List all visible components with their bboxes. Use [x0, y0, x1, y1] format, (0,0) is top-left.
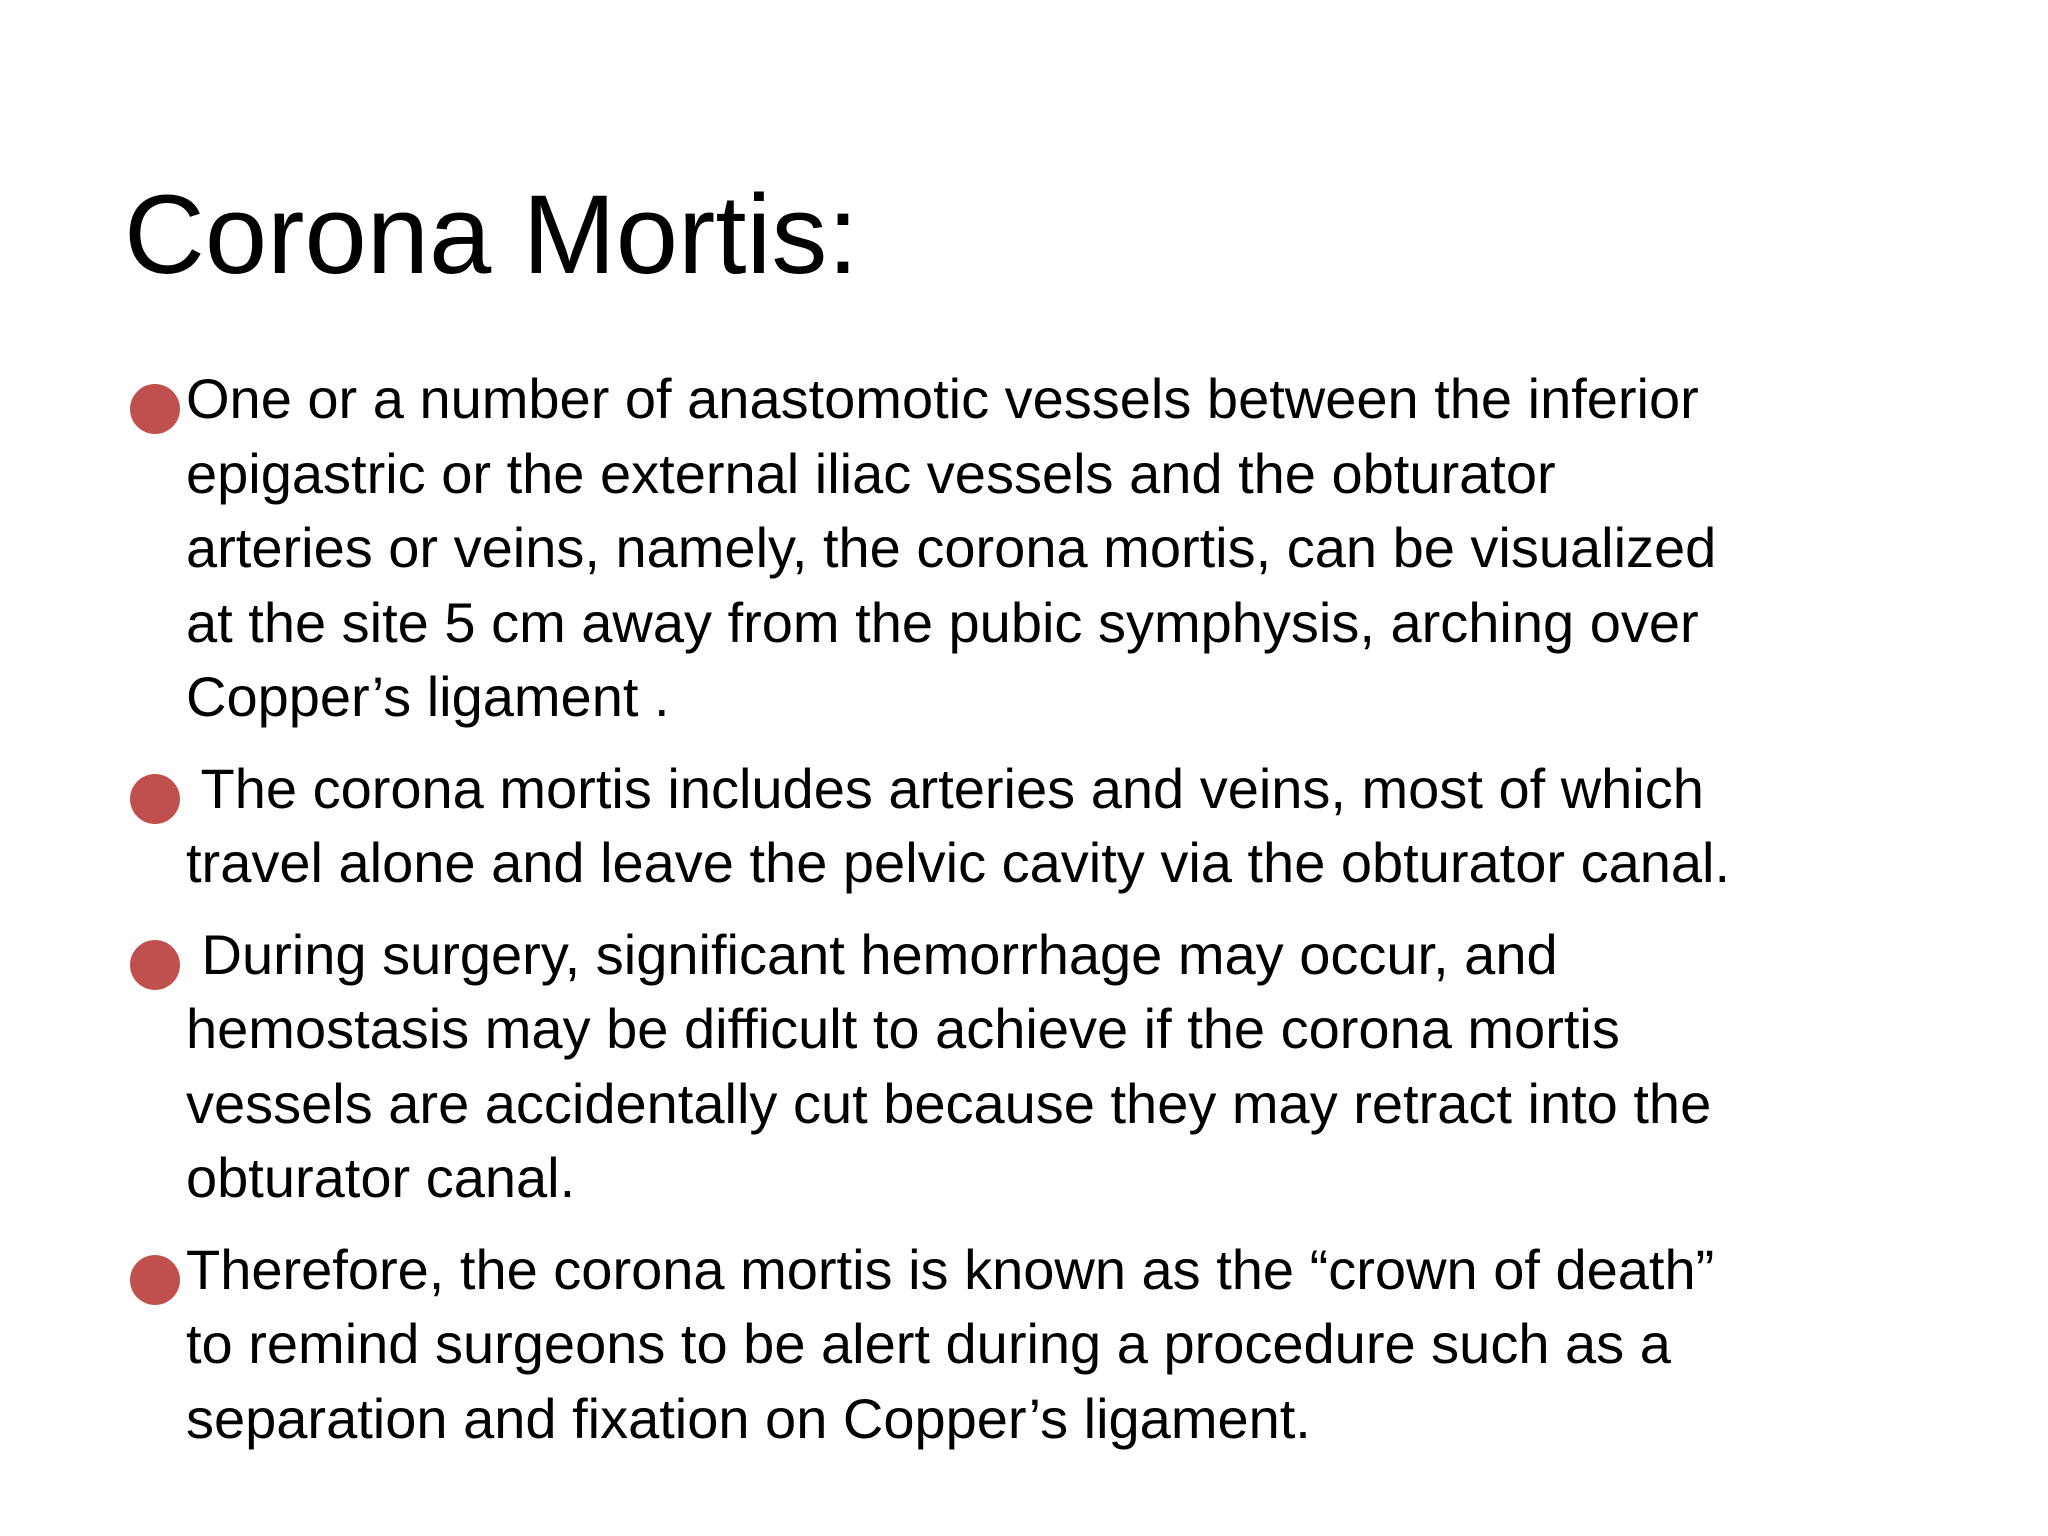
bullet-line: at the site 5 cm away from the pubic symphysis, arching over — [186, 590, 1699, 654]
bullet-item — [130, 362, 1960, 735]
bullet-dot-icon — [130, 774, 180, 824]
bullet-text — [186, 752, 1960, 901]
bullet-item — [130, 918, 1960, 1216]
bullet-line: One or a number of anastomotic vessels between the inferior — [186, 367, 1699, 430]
bullet-line: arteries or veins, namely, the corona mortis, can be visualized — [186, 516, 1717, 579]
bullet-text — [186, 918, 1960, 1216]
bullet-line: epigastric or the external iliac vessels and the obturator — [186, 441, 1556, 505]
slide-title: Corona Mortis: — [124, 172, 859, 297]
bullet-text — [186, 1233, 1960, 1457]
bullet-line: separation and fixation on Copper’s ligament. — [186, 1386, 1311, 1450]
bullet-line: Therefore, the corona mortis is known as the “crown of death” — [186, 1237, 1715, 1301]
bullet-line: hemostasis may be difficult to achieve if the corona mortis — [186, 997, 1620, 1060]
bullet-list — [130, 362, 1960, 1473]
bullet-line: to remind surgeons to be alert during a procedure such as a — [186, 1312, 1671, 1375]
bullet-item — [130, 1233, 1960, 1457]
bullet-line: obturator canal. — [186, 1146, 576, 1209]
bullet-line: Copper’s ligament . — [186, 665, 670, 728]
bullet-line: During surgery, significant hemorrhage may occur, and — [186, 922, 1558, 986]
bullet-item — [130, 752, 1960, 901]
bullet-dot-icon — [130, 940, 180, 990]
bullet-line: travel alone and leave the pelvic cavity via the obturator canal. — [186, 831, 1731, 894]
bullet-dot-icon — [130, 1255, 180, 1305]
bullet-dot-icon — [130, 384, 180, 434]
bullet-text — [186, 362, 1960, 735]
bullet-line: vessels are accidentally cut because they may retract into the — [186, 1071, 1712, 1135]
bullet-line: The corona mortis includes arteries and veins, most of which — [186, 756, 1704, 820]
